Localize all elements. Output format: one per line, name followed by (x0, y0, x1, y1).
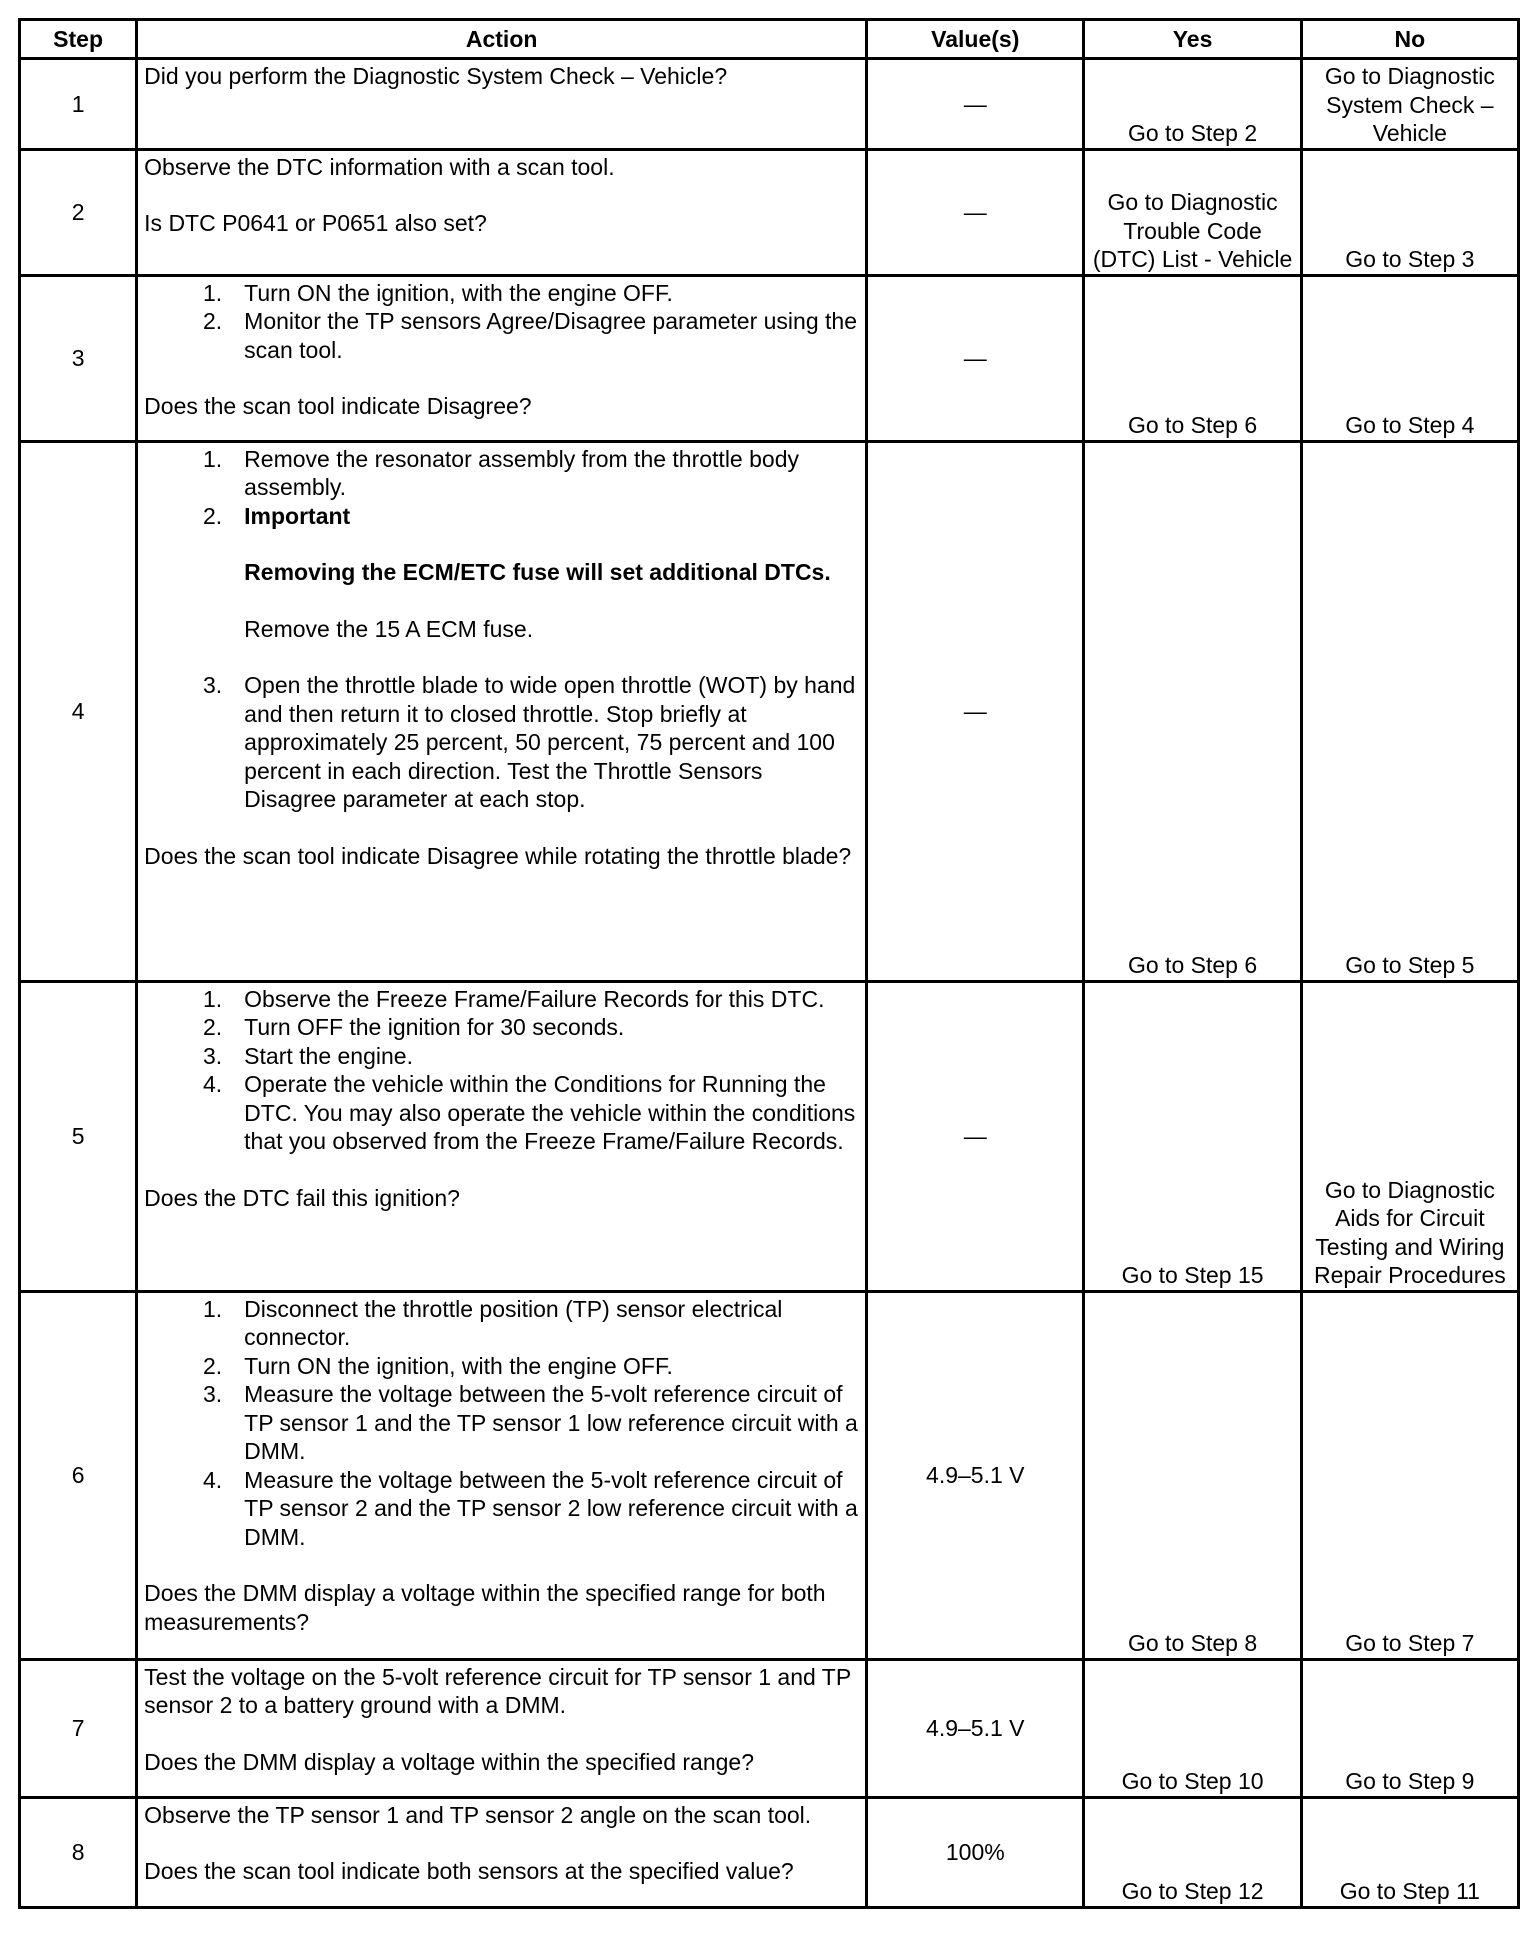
diagnostic-document (18, 18, 1520, 1909)
table-row (20, 149, 1519, 275)
action-cell (137, 1659, 867, 1797)
no-cell: Go to Diagnostic System Check – Vehicle (1301, 59, 1518, 150)
list-item: 2. Turn OFF the ignition for 30 seconds. (202, 1014, 625, 1040)
list-item: 3. Measure the voltage between the 5-volt reference circuit of TP sensor 1 and the TP sensor 1 low reference circuit with a DMM. (202, 1381, 858, 1464)
action-cell (137, 981, 867, 1291)
no-cell: Go to Step 7 (1301, 1291, 1518, 1659)
action-text: Observe the TP sensor 1 and TP sensor 2 angle on the scan tool. (144, 1801, 812, 1828)
table-row (20, 1291, 1519, 1659)
action-cell (137, 1291, 867, 1659)
value-cell: — (867, 981, 1084, 1291)
list-item: 1. Turn ON the ignition, with the engine OFF. (202, 279, 673, 306)
table-row (20, 1797, 1519, 1907)
action-cell (137, 275, 867, 441)
action-question: Does the DMM display a voltage within the specified range? (144, 1748, 754, 1775)
header-step: Step (20, 20, 137, 59)
action-text: Test the voltage on the 5-volt reference circuit for TP sensor 1 and TP sensor 2 to a battery ground with a DMM. (144, 1663, 851, 1718)
step-number: 2 (20, 149, 137, 275)
value-cell: 4.9–5.1 V (867, 1291, 1084, 1659)
no-cell: Go to Step 4 (1301, 275, 1518, 441)
list-item: 1. Disconnect the throttle position (TP) sensor electrical connector. (202, 1295, 783, 1350)
value-cell: — (867, 275, 1084, 441)
action-question: Does the scan tool indicate Disagree while rotating the throttle blade? (144, 842, 852, 869)
action-text: Observe the DTC information with a scan tool. (144, 153, 615, 180)
yes-cell: Go to Step 6 (1084, 275, 1301, 441)
action-question: Does the DMM display a voltage within the specified range for both measurements? (144, 1580, 826, 1635)
action-question: Does the scan tool indicate Disagree? (144, 393, 532, 419)
action-question: Does the scan tool indicate both sensors at the specified value? (144, 1858, 794, 1884)
no-cell: Go to Step 9 (1301, 1659, 1518, 1797)
diagnostic-table (18, 18, 1520, 1909)
table-row (20, 441, 1519, 981)
header-action: Action (137, 20, 867, 59)
yes-cell: Go to Diagnostic Trouble Code (DTC) List - Vehicle (1084, 149, 1301, 275)
header-row (20, 20, 1519, 59)
action-cell (137, 441, 867, 981)
value-cell: 4.9–5.1 V (867, 1659, 1084, 1797)
action-cell (137, 149, 867, 275)
yes-cell: Go to Step 10 (1084, 1659, 1301, 1797)
action-question: Is DTC P0641 or P0651 also set? (144, 210, 487, 236)
important-heading: Important (244, 502, 351, 529)
list-item: 2. Turn ON the ignition, with the engine OFF. (202, 1352, 673, 1379)
table-row (20, 981, 1519, 1291)
header-values: Value(s) (867, 20, 1084, 59)
no-cell: Go to Step 3 (1301, 149, 1518, 275)
yes-cell: Go to Step 2 (1084, 59, 1301, 150)
list-item: 2. Important Removing the ECM/ETC fuse will set additional DTCs. Remove the 15 A ECM fuse. (144, 502, 859, 672)
action-cell (137, 59, 867, 150)
step-number: 5 (20, 981, 137, 1291)
list-item: 3. Open the throttle blade to wide open throttle (WOT) by hand and then return it to closed throttle. Stop briefly at approximately 25 percent, 50 percent, 75 percent and 100 percent in each direction. Test the Throttle Sensors Disagree parameter at each stop. (202, 672, 856, 812)
no-cell: Go to Step 5 (1301, 441, 1518, 981)
action-steps (144, 1295, 859, 1552)
step-number: 8 (20, 1797, 137, 1907)
no-cell: Go to Step 11 (1301, 1797, 1518, 1907)
action-steps (144, 445, 859, 814)
list-item: 3. Start the engine. (202, 1042, 413, 1069)
step-number: 3 (20, 275, 137, 441)
step-number: 7 (20, 1659, 137, 1797)
action-question: Does the DTC fail this ignition? (144, 1184, 460, 1211)
list-item: 1. Observe the Freeze Frame/Failure Records for this DTC. (202, 985, 825, 1012)
yes-cell: Go to Step 12 (1084, 1797, 1301, 1907)
table-row (20, 59, 1519, 150)
step-number: 6 (20, 1291, 137, 1659)
list-item: 4. Measure the voltage between the 5-volt reference circuit of TP sensor 2 and the TP sensor 2 low reference circuit with a DMM. (202, 1466, 858, 1550)
value-cell: 100% (867, 1797, 1084, 1907)
value-cell: — (867, 59, 1084, 150)
yes-cell: Go to Step 8 (1084, 1291, 1301, 1659)
table-row (20, 1659, 1519, 1797)
action-steps (144, 279, 859, 365)
action-text: Remove the 15 A ECM fuse. (244, 615, 534, 642)
yes-cell: Go to Step 6 (1084, 441, 1301, 981)
list-item: 4. Operate the vehicle within the Conditions for Running the DTC. You may also operate the vehicle within the conditions that you observed from the Freeze Frame/Failure Records. (202, 1071, 856, 1154)
header-yes: Yes (1084, 20, 1301, 59)
no-cell: Go to Diagnostic Aids for Circuit Testing and Wiring Repair Procedures (1301, 981, 1518, 1291)
table-row (20, 275, 1519, 441)
action-cell (137, 1797, 867, 1907)
header-no: No (1301, 20, 1518, 59)
list-item: 2. Monitor the TP sensors Agree/Disagree parameter using the scan tool. (202, 308, 857, 363)
step-number: 4 (20, 441, 137, 981)
value-cell: — (867, 441, 1084, 981)
list-item: 1. Remove the resonator assembly from the throttle body assembly. (202, 445, 799, 500)
step-number: 1 (20, 59, 137, 150)
action-steps (144, 985, 859, 1156)
value-cell: — (867, 149, 1084, 275)
action-question: Did you perform the Diagnostic System Check – Vehicle? (144, 63, 728, 89)
yes-cell: Go to Step 15 (1084, 981, 1301, 1291)
important-warning: Removing the ECM/ETC fuse will set additional DTCs. (244, 559, 831, 585)
